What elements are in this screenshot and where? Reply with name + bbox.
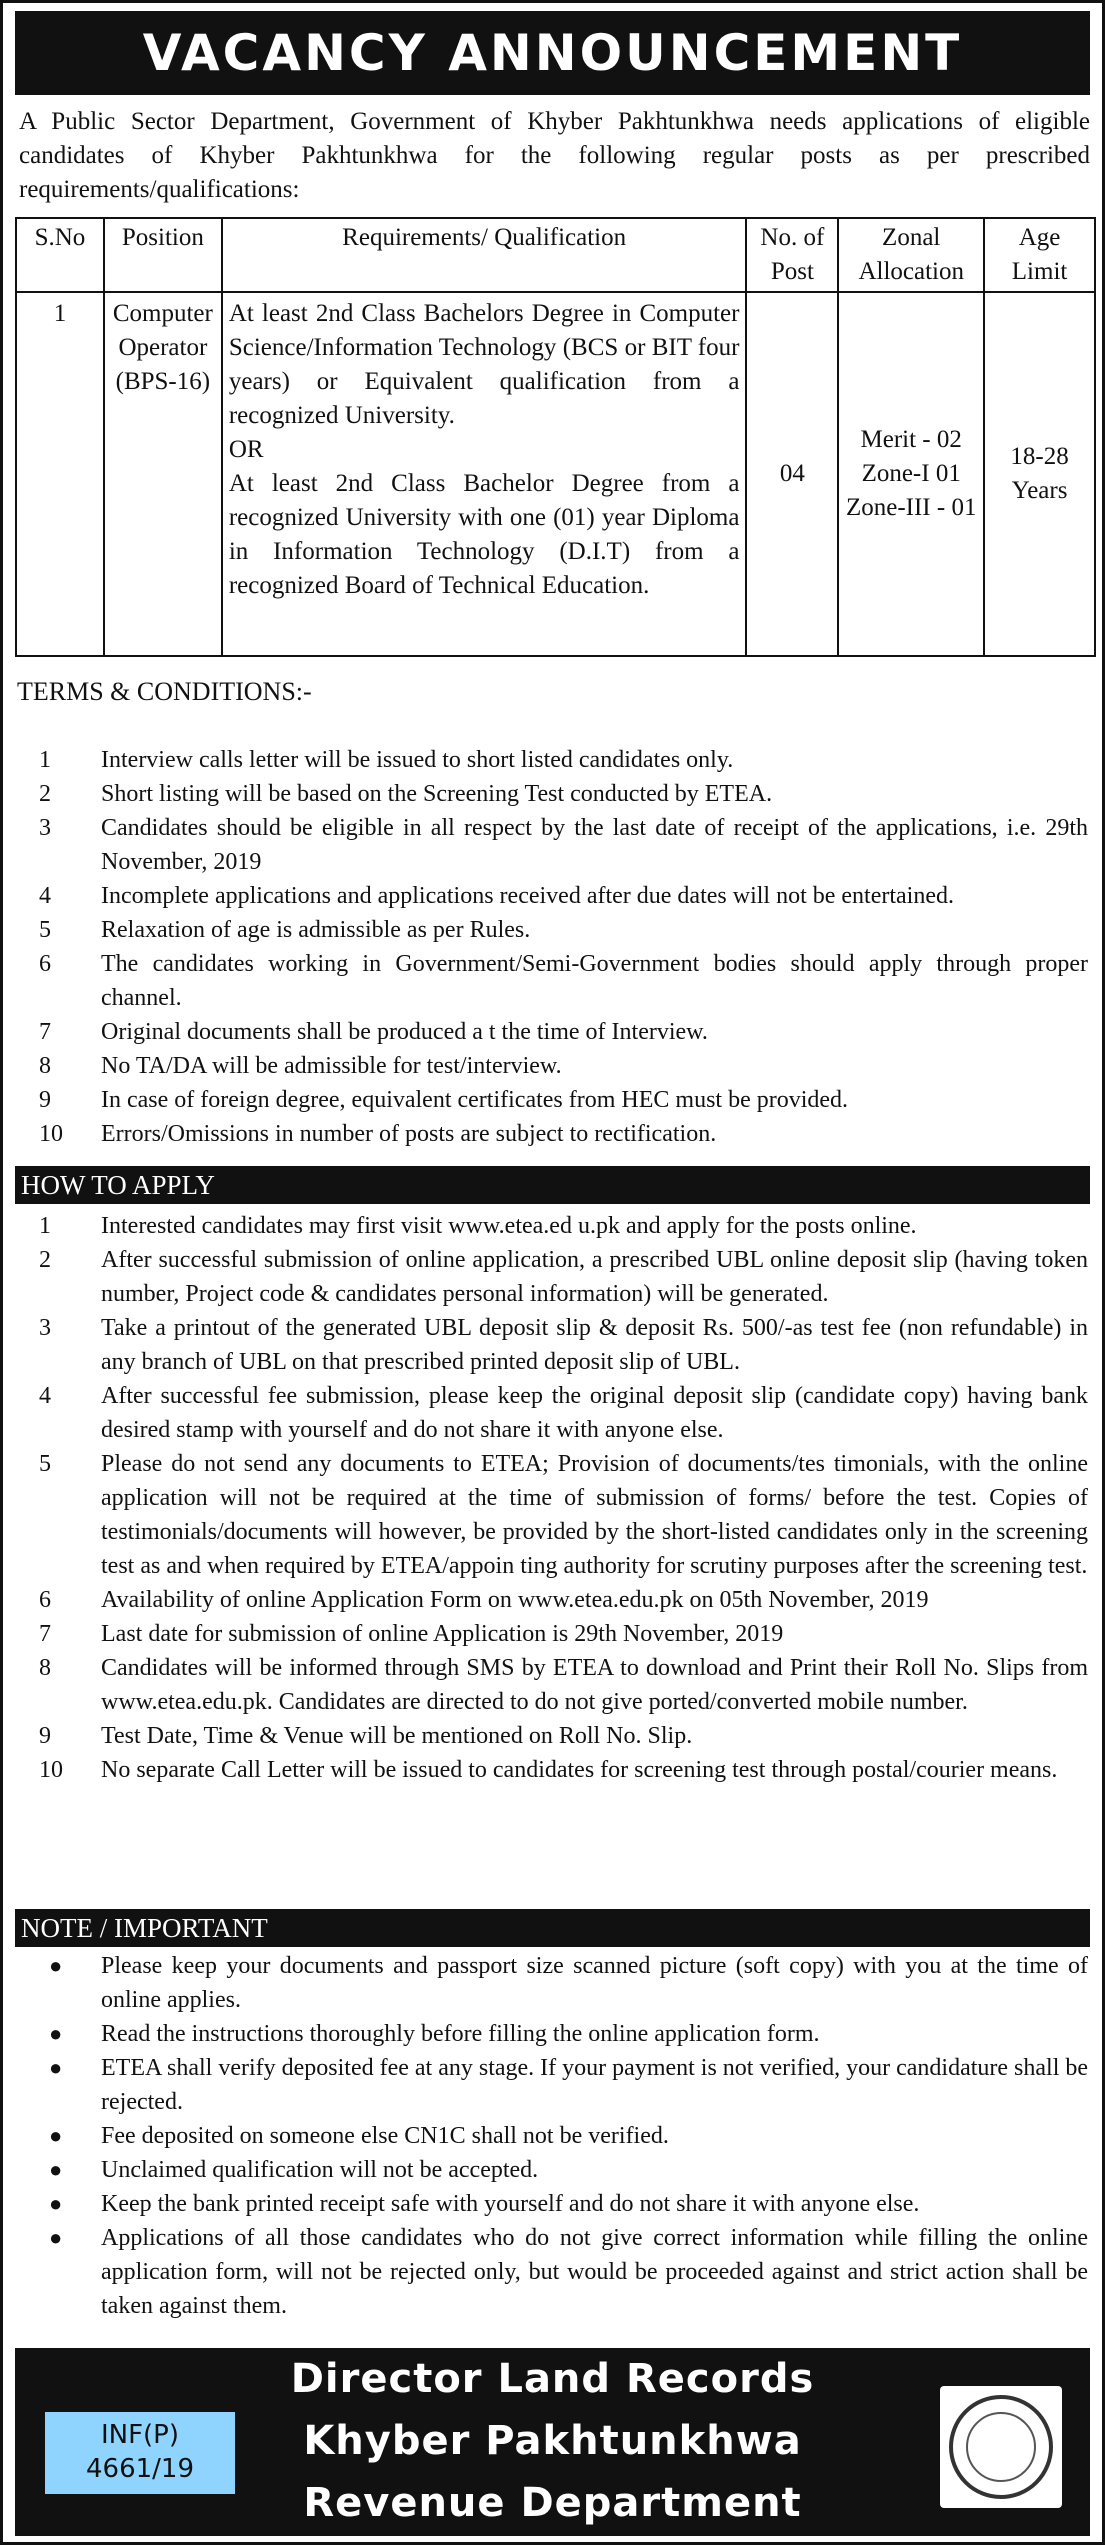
header-age-limit: [984, 218, 1095, 292]
position-line2: Operator: [118, 334, 208, 361]
apply-item: [15, 1243, 1088, 1311]
terms-item-number: 5: [39, 917, 51, 943]
table-header-row: [16, 218, 1095, 292]
apply-item-number: 7: [39, 1621, 51, 1647]
header-age-line2: Limit: [1011, 258, 1068, 285]
terms-item: [15, 1015, 1088, 1049]
terms-item-number: 2: [39, 781, 51, 807]
terms-item-text: The candidates working in Government/Semi-Government bodies should apply through proper channel.: [101, 951, 1088, 1011]
terms-item-text: Interview calls letter will be issued to short listed candidates only.: [101, 747, 734, 773]
apply-item-text: After successful submission of online application, a prescribed UBL online deposit slip (having token number, Project code & candidates personal information) will be generated.: [101, 1247, 1088, 1307]
header-requirements: Requirements/ Qualification: [222, 218, 747, 292]
position-line1: Computer: [112, 300, 213, 327]
terms-item-number: 3: [39, 815, 51, 841]
note-item-text: Read the instructions thoroughly before filling the online application form.: [101, 2021, 820, 2047]
apply-item-number: 2: [39, 1247, 51, 1273]
note-item: [15, 2017, 1088, 2051]
footer-banner: [15, 2348, 1090, 2536]
announcement-title: VACANCY ANNOUNCEMENT: [15, 11, 1090, 95]
header-zonal-allocation: [838, 218, 984, 292]
terms-item-number: 4: [39, 883, 51, 909]
position-line3: (BPS-16): [115, 368, 211, 395]
apply-item-text: Availability of online Application Form on www.etea.edu.pk on 05th November, 2019: [101, 1587, 929, 1613]
reference-number: 4661/19: [85, 2454, 194, 2484]
apply-item-text: Candidates will be informed through SMS by ETEA to download and Print their Roll No. Slips from www.etea.edu.pk. Candidates are directed to do not give ported/converted mobile number.: [101, 1655, 1088, 1715]
note-item: [15, 1949, 1088, 2017]
terms-list: [15, 743, 1088, 1151]
apply-item-number: 5: [39, 1451, 51, 1477]
note-item-text: Fee deposited on someone else CN1C shall not be verified.: [101, 2123, 669, 2149]
bullet-icon: ●: [49, 2123, 63, 2148]
terms-item-text: Candidates should be eligible in all respect by the last date of receipt of the applications, i.e. 29th November, 2019: [101, 815, 1088, 875]
terms-item: [15, 811, 1088, 879]
apply-item: [15, 1753, 1088, 1787]
note-item-text: Keep the bank printed receipt safe with yourself and do not share it with anyone else.: [101, 2191, 920, 2217]
note-item: [15, 2221, 1088, 2323]
apply-item-text: After successful fee submission, please keep the original deposit slip (candidate copy) having bank desired stamp with yourself and do not share it with anyone else.: [101, 1383, 1088, 1443]
apply-item-text: Please do not send any documents to ETEA; Provision of documents/tes timonials, with the online application will not be required at the time of submission of forms/ before the test. Copies of testimonials/documents will however, be provided by the short-listed candidates only in the screening test as and when required by ETEA/appoin ting authority for scrutiny purposes after the screening test.: [101, 1451, 1088, 1579]
apply-item: [15, 1447, 1088, 1583]
apply-item: [15, 1311, 1088, 1379]
note-item-text: Applications of all those candidates who do not give correct information while filling the online application form, will not be rejected only, but would be proceeded against and strict action shall be taken against them.: [101, 2225, 1088, 2319]
qualification-option-1: At least 2nd Class Bachelors Degree in Computer Science/Information Technology (BCS or BIT four years) or Equivalent qualification from a recognized University.: [228, 300, 740, 429]
apply-item: [15, 1719, 1088, 1753]
terms-item-text: Incomplete applications and applications received after due dates will not be entertained.: [101, 883, 954, 909]
apply-item-number: 8: [39, 1655, 51, 1681]
terms-item: [15, 1049, 1088, 1083]
apply-item-number: 3: [39, 1315, 51, 1341]
apply-item-text: No separate Call Letter will be issued to candidates for screening test through postal/courier means.: [101, 1757, 1058, 1783]
terms-item-text: Short listing will be based on the Screening Test conducted by ETEA.: [101, 781, 773, 807]
cell-age-limit: [984, 292, 1095, 656]
apply-item-text: Last date for submission of online Application is 29th November, 2019: [101, 1621, 784, 1647]
bullet-icon: ●: [49, 2157, 63, 2182]
terms-item-text: Original documents shall be produced a t the time of Interview.: [101, 1019, 708, 1045]
cell-no-of-post: 04: [746, 292, 838, 656]
apply-item-text: Interested candidates may first visit www.etea.ed u.pk and apply for the posts online.: [101, 1213, 917, 1239]
header-sno: S.No: [16, 218, 104, 292]
footer-line-director: Director Land Records: [290, 2356, 815, 2402]
apply-item-text: Test Date, Time & Venue will be mentioned on Roll No. Slip.: [101, 1723, 693, 1749]
how-to-apply-list: [15, 1209, 1088, 1787]
cell-position: [104, 292, 222, 656]
qualification-option-2: At least 2nd Class Bachelor Degree from a recognized University with one (01) year Diploma in Information Technology (D.I.T) from a recognized Board of Technical Education.: [228, 470, 740, 599]
how-to-apply-heading: HOW TO APPLY: [15, 1166, 1090, 1204]
note-item: [15, 2051, 1088, 2119]
apply-item-number: 9: [39, 1723, 51, 1749]
terms-item: [15, 1117, 1088, 1151]
terms-item-number: 1: [39, 747, 51, 773]
zonal-merit: Merit - 02: [860, 426, 962, 453]
terms-item: [15, 743, 1088, 777]
terms-item-number: 7: [39, 1019, 51, 1045]
qualification-or: OR: [228, 436, 264, 463]
terms-item-number: 10: [39, 1121, 63, 1147]
vacancy-table: [15, 217, 1096, 657]
header-position: Position: [104, 218, 222, 292]
terms-item: [15, 947, 1088, 1015]
terms-item-text: No TA/DA will be admissible for test/interview.: [101, 1053, 562, 1079]
apply-item-number: 4: [39, 1383, 51, 1409]
terms-item-text: Errors/Omissions in number of posts are subject to rectification.: [101, 1121, 717, 1147]
apply-item: [15, 1651, 1088, 1719]
note-item: [15, 2153, 1088, 2187]
table-row: [16, 292, 1095, 656]
header-zonal-line1: Zonal: [882, 224, 941, 251]
apply-item-text: Take a printout of the generated UBL deposit slip & deposit Rs. 500/-as test fee (non refundable) in any branch of UBL on that prescribed printed deposit slip of UBL.: [101, 1315, 1088, 1375]
footer-line-province: Khyber Pakhtunkhwa: [303, 2418, 802, 2464]
terms-item: [15, 879, 1088, 913]
bullet-icon: ●: [49, 2021, 63, 2046]
note-item: [15, 2187, 1088, 2221]
header-zonal-line2: Allocation: [858, 258, 964, 285]
apply-item-number: 10: [39, 1757, 63, 1783]
terms-item: [15, 777, 1088, 811]
cell-zonal-allocation: [838, 292, 984, 656]
footer-line-department: Revenue Department: [303, 2480, 802, 2526]
bullet-icon: ●: [49, 2055, 63, 2080]
header-no-of-post: [746, 218, 838, 292]
age-range: 18-28: [1010, 443, 1069, 470]
reference-prefix: INF(P): [100, 2420, 180, 2450]
note-item-text: Please keep your documents and passport size scanned picture (soft copy) with you at the time of online applies.: [101, 1953, 1088, 2013]
apply-item-number: 6: [39, 1587, 51, 1613]
age-unit: Years: [1011, 477, 1068, 504]
apply-item: [15, 1209, 1088, 1243]
apply-item: [15, 1617, 1088, 1651]
zonal-zone-1: Zone-I 01: [861, 460, 961, 487]
terms-item-text: Relaxation of age is admissible as per Rules.: [101, 917, 531, 943]
terms-item: [15, 913, 1088, 947]
cell-sno: 1: [16, 292, 104, 656]
bullet-icon: ●: [49, 2191, 63, 2216]
bullet-icon: ●: [49, 2225, 63, 2250]
apply-item-number: 1: [39, 1213, 51, 1239]
header-no-of-post-line1: No. of: [760, 224, 825, 251]
cell-qualification: [222, 292, 747, 656]
terms-item-number: 6: [39, 951, 51, 977]
header-no-of-post-line2: Post: [770, 258, 814, 285]
terms-item-number: 8: [39, 1053, 51, 1079]
note-heading: NOTE / IMPORTANT: [15, 1909, 1090, 1947]
header-age-line1: Age: [1018, 224, 1061, 251]
zonal-zone-3: Zone-III - 01: [845, 494, 977, 521]
intro-paragraph: A Public Sector Department, Government of Khyber Pakhtunkhwa needs applications of eligible candidates of Khyber Pakhtunkhwa for the following regular posts as per prescribed requirements/qualifications:: [19, 108, 1090, 203]
apply-item: [15, 1379, 1088, 1447]
note-list: [15, 1949, 1088, 2323]
anti-corruption-seal-icon: [940, 2386, 1062, 2508]
terms-item: [15, 1083, 1088, 1117]
note-item: [15, 2119, 1088, 2153]
reference-number-box: [45, 2412, 235, 2494]
terms-item-text: In case of foreign degree, equivalent certificates from HEC must be provided.: [101, 1087, 849, 1113]
note-item-text: Unclaimed qualification will not be accepted.: [101, 2157, 539, 2183]
apply-item: [15, 1583, 1088, 1617]
bullet-icon: ●: [49, 1953, 63, 1978]
terms-item-number: 9: [39, 1087, 51, 1113]
terms-heading: TERMS & CONDITIONS:-: [17, 677, 312, 706]
note-item-text: ETEA shall verify deposited fee at any stage. If your payment is not verified, your candidature shall be rejected.: [101, 2055, 1089, 2115]
